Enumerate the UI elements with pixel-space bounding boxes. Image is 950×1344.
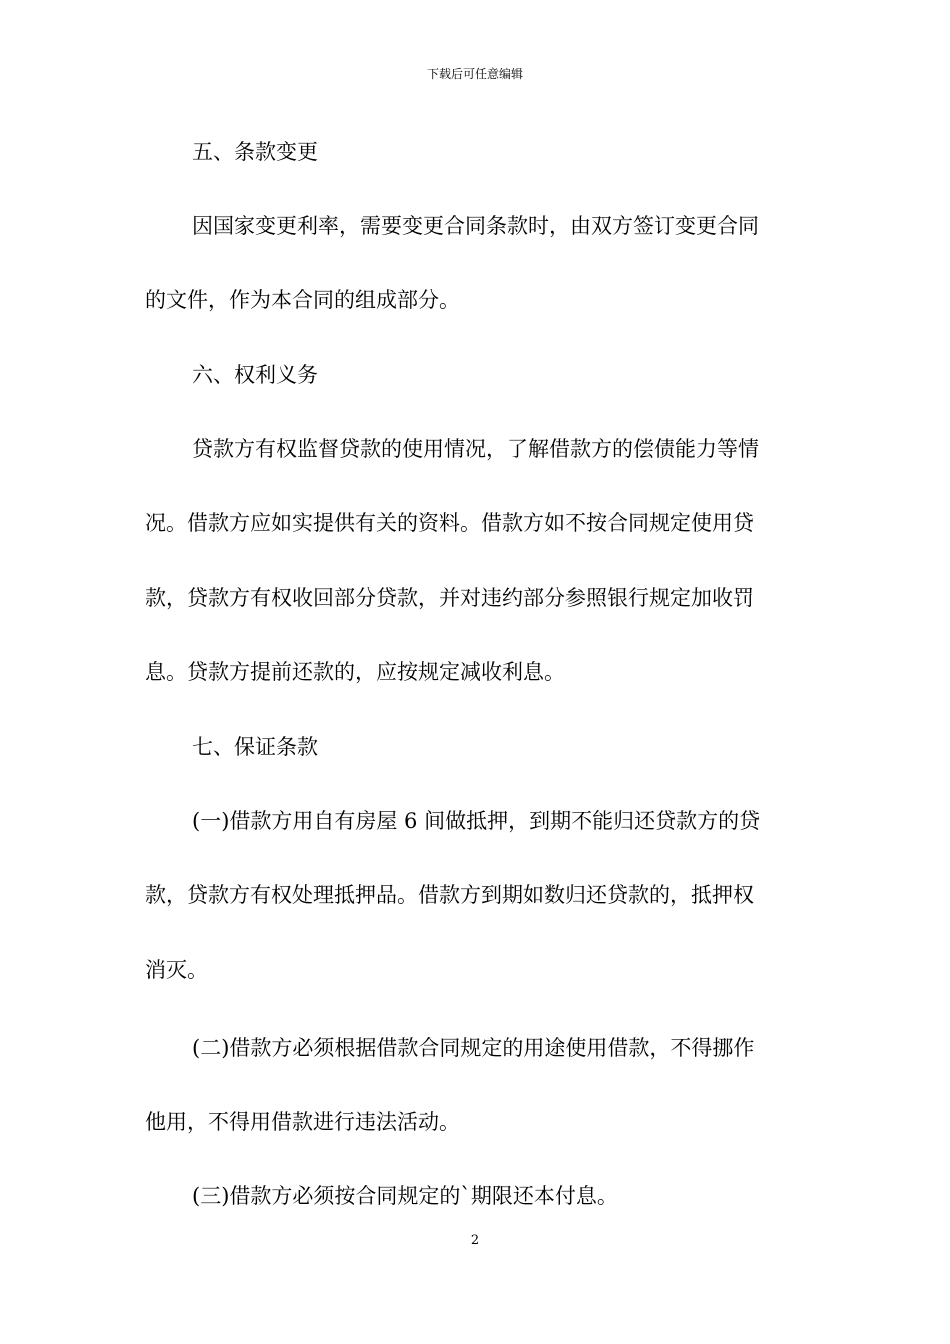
paragraph-line: 消灭。: [145, 958, 208, 982]
paragraph-line: 况。借款方应如实提供有关的资料。借款方如不按合同规定使用贷: [145, 511, 754, 535]
paragraph-line: 的文件，作为本合同的组成部分。: [145, 288, 460, 312]
section-heading-rights-obligations: 六、权利义务: [192, 363, 318, 387]
page-header: 下载后可任意编辑: [426, 67, 523, 81]
paragraph-line: (二)借款方必须根据借款合同规定的用途使用借款，不得挪作: [192, 1036, 755, 1060]
paragraph-line: 贷款方有权监督贷款的使用情况，了解借款方的偿债能力等情: [192, 437, 759, 461]
page-number: 2: [470, 1233, 480, 1248]
paragraph-line: 款，贷款方有权处理抵押品。借款方到期如数归还贷款的，抵押权: [145, 883, 754, 907]
section-heading-guarantee-clause: 七、保证条款: [192, 735, 318, 759]
paragraph-line: 息。贷款方提前还款的，应按规定减收利息。: [145, 660, 565, 684]
paragraph-line: 款，贷款方有权收回部分贷款，并对违约部分参照银行规定加收罚: [145, 586, 754, 610]
paragraph-line: 他用，不得用借款进行违法活动。: [145, 1110, 460, 1134]
section-heading-clause-change: 五、条款变更: [192, 140, 318, 164]
paragraph-line: (三)借款方必须按合同规定的`期限还本付息。: [192, 1184, 618, 1208]
paragraph-line: (一)借款方用自有房屋 6 间做抵押，到期不能归还贷款方的贷: [192, 809, 761, 833]
paragraph-line: 因国家变更利率，需要变更合同条款时，由双方签订变更合同: [192, 214, 759, 238]
